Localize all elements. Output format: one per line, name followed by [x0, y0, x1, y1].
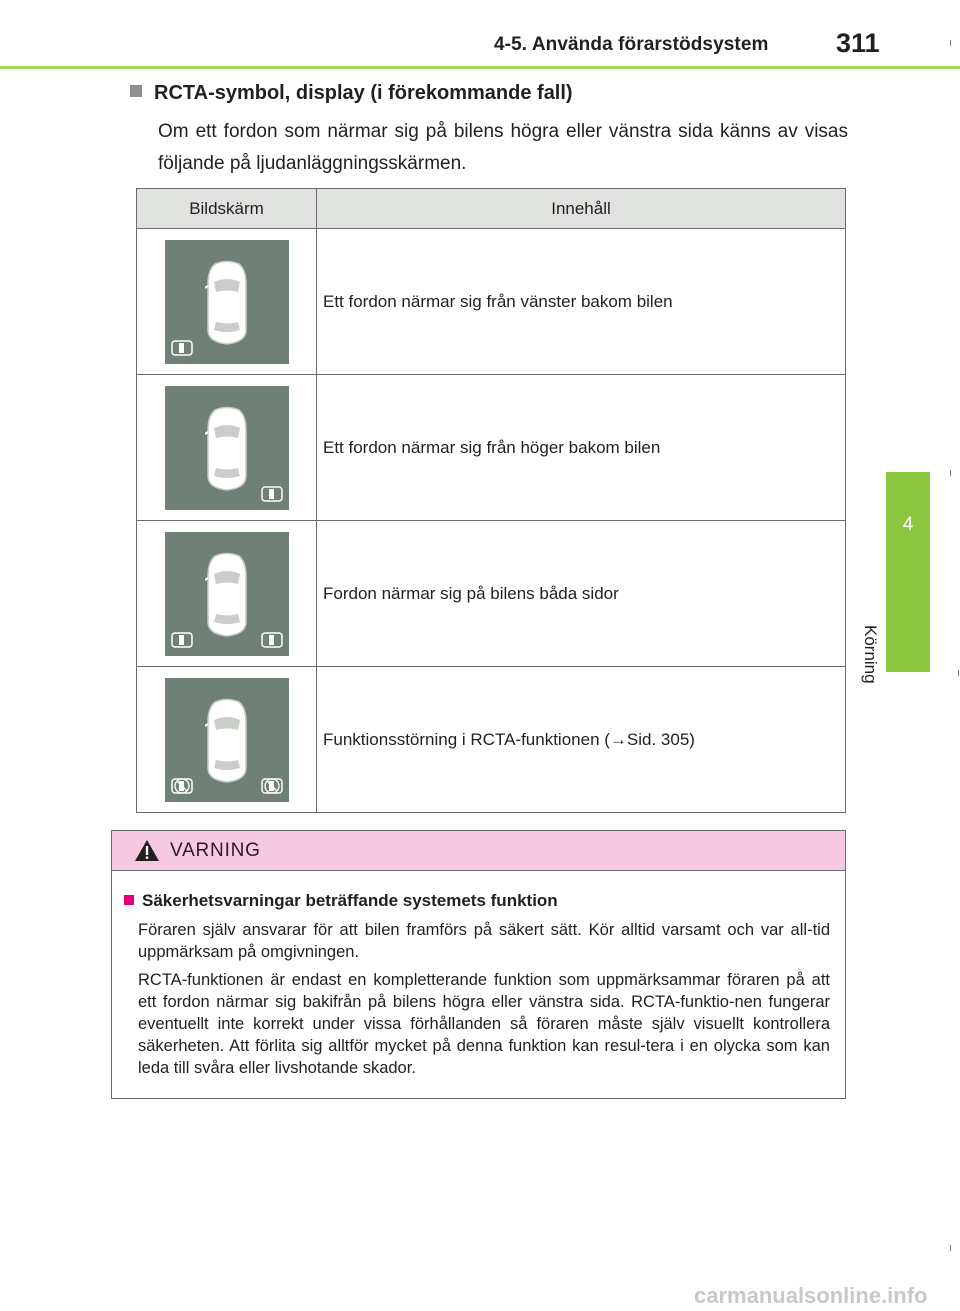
- left-malfunction-indicator-icon: [171, 778, 193, 794]
- square-bullet-icon: [124, 895, 134, 905]
- crop-mark: [950, 470, 951, 476]
- warning-triangle-icon: [134, 839, 160, 862]
- square-bullet-icon: [130, 85, 142, 97]
- right-indicator-icon: [261, 486, 283, 502]
- table-row: [137, 229, 846, 375]
- right-malfunction-indicator-icon: [261, 778, 283, 794]
- chapter-number: 4: [902, 514, 914, 535]
- chapter-section-title: 4-5. Använda förarstödsystem: [494, 34, 769, 55]
- display-cell: [137, 229, 317, 375]
- car-top-view-icon: [205, 552, 249, 638]
- warning-subheading: [124, 891, 558, 911]
- car-left-indicator-icon: [165, 240, 289, 364]
- header-rule: [0, 66, 960, 69]
- car-top-view-icon: [205, 406, 249, 492]
- warning-paragraph: Föraren själv ansvarar för att bilen framförs på säkert sätt. Kör alltid varsamt och var all-tid uppmärksam på omgivningen.: [138, 921, 830, 961]
- warning-subheading-text: Säkerhetsvarningar beträffande systemets funktion: [142, 891, 558, 910]
- table-header-row: [137, 189, 846, 229]
- table-row: [137, 667, 846, 813]
- right-indicator-icon: [261, 632, 283, 648]
- crop-mark: [950, 1245, 951, 1251]
- display-cell: [137, 375, 317, 521]
- car-malfunction-icon: [165, 678, 289, 802]
- section-heading: [130, 82, 573, 105]
- car-top-view-icon: [205, 260, 249, 346]
- car-top-view-icon: [205, 698, 249, 784]
- section-heading-text: RCTA-symbol, display (i förekommande fall): [154, 82, 573, 104]
- car-both-indicators-icon: [165, 532, 289, 656]
- warning-paragraph: RCTA-funktionen är endast en kompletterande funktion som uppmärksammar föraren på att ett fordon närmar sig bakifrån på bilens högra eller vänstra sida. RCTA-funktio-nen fungerar eventuellt inte korrekt under vissa förhållanden så föraren måste själv visuellt kontrollera säkerheten. Att förlita sig alltför mycket på denna funktion kan resul-tera i en olycka som kan leda till svåra eller livshotande skador.: [138, 971, 830, 1077]
- display-cell: [137, 667, 317, 813]
- content-cell: Fordon närmar sig på bilens båda sidor: [317, 521, 846, 667]
- table-header-content: Innehåll: [317, 189, 846, 229]
- crop-mark: [958, 670, 959, 676]
- table-row: [137, 375, 846, 521]
- chapter-label: Körning: [861, 625, 880, 684]
- watermark: carmanualsonline.info: [694, 1283, 928, 1308]
- table-row: [137, 521, 846, 667]
- table-header-display: Bildskärm: [137, 189, 317, 229]
- content-cell: Ett fordon närmar sig från höger bakom bilen: [317, 375, 846, 521]
- warning-header: [112, 831, 845, 871]
- left-indicator-icon: [171, 340, 193, 356]
- chapter-tab: [886, 472, 930, 672]
- content-cell: Ett fordon närmar sig från vänster bakom bilen: [317, 229, 846, 375]
- warning-box: [111, 830, 846, 1099]
- page-number: 311: [836, 28, 880, 58]
- display-cell: [137, 521, 317, 667]
- crop-mark: [950, 40, 951, 46]
- display-table: [136, 188, 846, 813]
- left-indicator-icon: [171, 632, 193, 648]
- car-right-indicator-icon: [165, 386, 289, 510]
- content-cell: Funktionsstörning i RCTA-funktionen (→Sid. 305): [317, 667, 846, 813]
- warning-title: VARNING: [170, 840, 261, 861]
- intro-paragraph: Om ett fordon som närmar sig på bilens högra eller vänstra sida känns av visas följande på ljudanläggningsskärmen.: [158, 121, 848, 174]
